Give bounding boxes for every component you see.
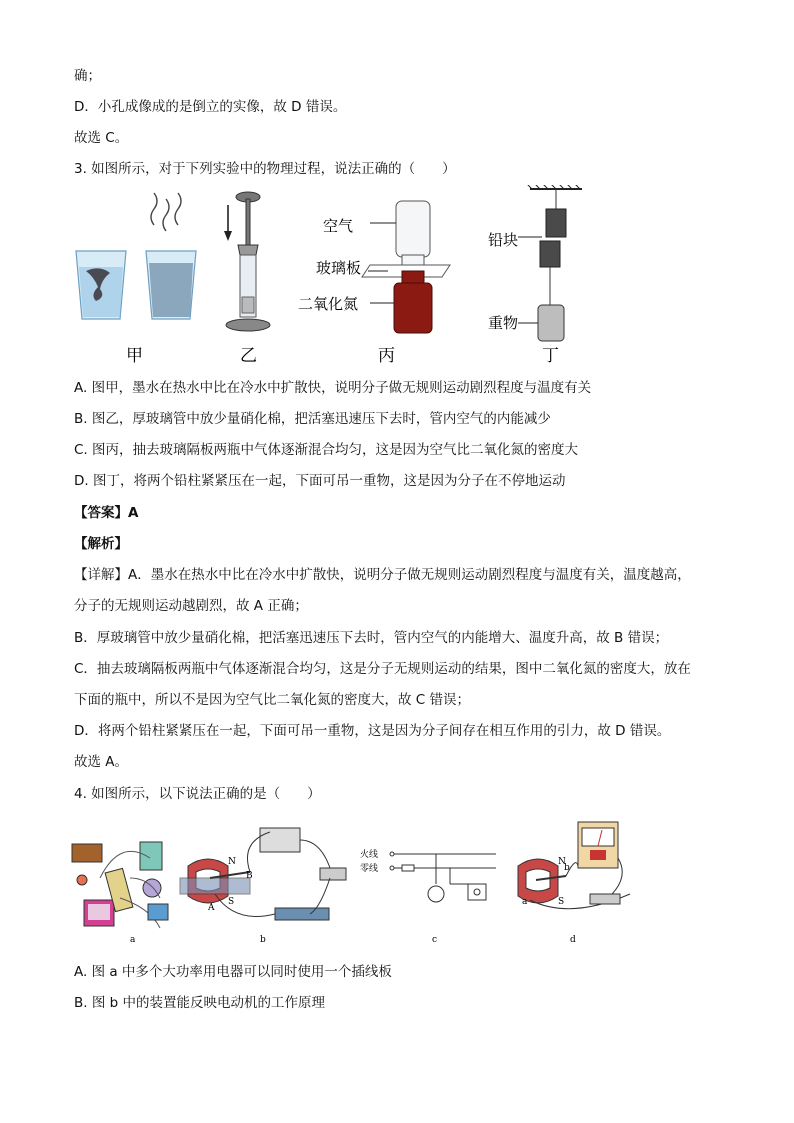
label-neutral-wire: 零线 bbox=[360, 864, 379, 874]
generator-galvanometer bbox=[518, 822, 630, 909]
option-b: B. 图乙，厚玻璃管中放少量硝化棉，把活塞迅速压下去时，管内空气的内能减少 bbox=[74, 411, 551, 427]
label-live-wire: 火线 bbox=[360, 850, 379, 860]
question-3: 3. 如图所示，对于下列实验中的物理过程，说法正确的（ ） bbox=[74, 161, 456, 177]
label-lead-block: 铅块 bbox=[488, 231, 519, 249]
text-line: 确； bbox=[74, 68, 101, 84]
caption-ding: 丁 bbox=[542, 346, 559, 366]
analysis-heading: 【解析】 bbox=[74, 536, 128, 552]
label-n-b: N bbox=[228, 857, 236, 867]
detail-line: C．抽去玻璃隔板两瓶中气体逐渐混合均匀，这是分子无规则运动的结果，图中二氧化氮的密度大，放在 bbox=[74, 661, 691, 677]
label-glass-plate: 玻璃板 bbox=[316, 259, 362, 277]
lead-cylinders bbox=[518, 185, 582, 341]
figure-3 bbox=[70, 185, 590, 370]
detail-line: D．将两个铅柱紧紧压在一起，下面可吊一重物，这是因为分子间存在相互作用的引力，故 D 错误。 bbox=[74, 723, 671, 739]
figure-4 bbox=[70, 818, 635, 948]
gas-diffusion-bottles bbox=[362, 201, 450, 333]
detail-line: B．厚玻璃管中放少量硝化棉，把活塞迅速压下去时，管内空气的内能增大、温度升高，故 B 错误； bbox=[74, 630, 669, 646]
option-d: D. 图丁，将两个铅柱紧紧压在一起，下面可吊一重物，这是因为分子在不停地运动 bbox=[74, 473, 566, 489]
label-n-d: N bbox=[558, 857, 566, 867]
label-a-pole: A bbox=[208, 903, 215, 913]
caption-c: c bbox=[432, 935, 438, 945]
label-s-b: S bbox=[228, 897, 235, 907]
label-a-d: a bbox=[522, 897, 528, 907]
caption-bing: 丙 bbox=[378, 346, 395, 366]
overloaded-power-strip bbox=[72, 842, 168, 928]
q4-option-a: A. 图 a 中多个大功率用电器可以同时使用一个插线板 bbox=[74, 964, 392, 980]
caption-jia: 甲 bbox=[126, 346, 143, 366]
fire-piston bbox=[224, 192, 270, 331]
hot-water-cup bbox=[146, 193, 196, 319]
option-c: C. 图丙，抽去玻璃隔板两瓶中气体逐渐混合均匀，这是因为空气比二氧化氮的密度大 bbox=[74, 442, 579, 458]
text-line: 故选 C。 bbox=[74, 130, 129, 146]
answer: 【答案】A bbox=[74, 505, 139, 521]
question-4: 4. 如图所示，以下说法正确的是（ ） bbox=[74, 786, 321, 802]
detail-line: 故选 A。 bbox=[74, 754, 129, 770]
label-b-pole: B bbox=[246, 871, 253, 881]
detail-line: 分子的无规则运动越剧烈，故 A 正确； bbox=[74, 598, 308, 614]
label-weight: 重物 bbox=[488, 314, 519, 332]
caption-b: b bbox=[260, 935, 266, 945]
motor-circuit bbox=[180, 828, 346, 920]
text-line: D．小孔成像成的是倒立的实像，故 D 错误。 bbox=[74, 99, 347, 115]
label-air: 空气 bbox=[323, 217, 354, 235]
home-wiring bbox=[390, 852, 496, 902]
label-s-d: S bbox=[558, 897, 565, 907]
cold-water-cup bbox=[76, 251, 126, 319]
caption-a: a bbox=[130, 935, 136, 945]
option-a: A. 图甲，墨水在热水中比在冷水中扩散快，说明分子做无规则运动剧烈程度与温度有关 bbox=[74, 380, 592, 396]
label-no2: 二氧化氮 bbox=[298, 295, 359, 313]
caption-yi: 乙 bbox=[240, 346, 257, 366]
q4-option-b: B. 图 b 中的装置能反映电动机的工作原理 bbox=[74, 995, 325, 1011]
caption-d: d bbox=[570, 935, 576, 945]
label-b-d: b bbox=[564, 863, 570, 873]
detail-line: 【详解】A．墨水在热水中比在冷水中扩散快，说明分子做无规则运动剧烈程度与温度有关，温度越高， bbox=[74, 567, 691, 583]
detail-line: 下面的瓶中，所以不是因为空气比二氧化氮的密度大，故 C 错误； bbox=[74, 692, 471, 708]
